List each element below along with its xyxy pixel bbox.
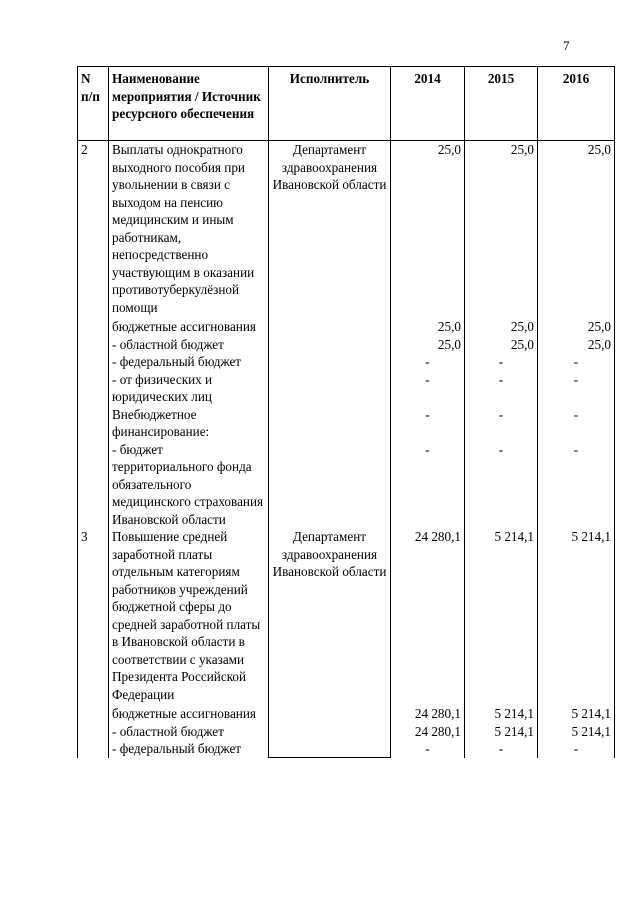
row-executor bbox=[269, 406, 391, 441]
row-number bbox=[78, 316, 109, 336]
table-row bbox=[78, 353, 615, 371]
row-value-2014: 25,0 bbox=[391, 316, 465, 336]
row-value-2015: 25,0 bbox=[465, 316, 538, 336]
row-name: - от физических и юридических лиц bbox=[109, 371, 269, 406]
header-2016: 2016 bbox=[538, 67, 615, 141]
header-2015: 2015 bbox=[465, 67, 538, 141]
row-value-2014: 24 280,1 bbox=[391, 528, 465, 703]
table-row bbox=[78, 703, 615, 723]
row-value-2016: 5 214,1 bbox=[538, 703, 615, 723]
row-number bbox=[78, 336, 109, 354]
row-name: Повышение средней заработной платы отдельным категориям работников учреждений бюджетной сферы до средней заработной платы в Ивановской области в соответствии с указами Президента Российской Федерации bbox=[109, 528, 269, 703]
row-value-2014: - bbox=[391, 740, 465, 758]
row-value-2016: 25,0 bbox=[538, 316, 615, 336]
row-value-2015: 25,0 bbox=[465, 336, 538, 354]
row-value-2015: 5 214,1 bbox=[465, 723, 538, 741]
row-value-2014: 25,0 bbox=[391, 141, 465, 317]
row-value-2016: 5 214,1 bbox=[538, 528, 615, 703]
row-value-2015: 25,0 bbox=[465, 141, 538, 317]
row-name: бюджетные ассигнования bbox=[109, 703, 269, 723]
row-value-2016: 25,0 bbox=[538, 336, 615, 354]
row-name: Выплаты однократного выходного пособия при увольнении в связи с выходом на пенсию медицинским и иным работникам, непосредственно участвующим в оказании противотуберкулёзной помощи bbox=[109, 141, 269, 317]
table-row bbox=[78, 723, 615, 741]
table-row bbox=[78, 316, 615, 336]
row-executor: Департамент здравоохранения Ивановской области bbox=[269, 141, 391, 317]
row-value-2015: - bbox=[465, 371, 538, 406]
row-value-2015: 5 214,1 bbox=[465, 528, 538, 703]
row-value-2016: 5 214,1 bbox=[538, 723, 615, 741]
row-number: 2 bbox=[78, 141, 109, 317]
table-row bbox=[78, 336, 615, 354]
row-executor bbox=[269, 703, 391, 723]
row-executor bbox=[269, 740, 391, 758]
header-no: N п/п bbox=[78, 67, 109, 141]
budget-table bbox=[77, 66, 615, 758]
row-value-2014: - bbox=[391, 441, 465, 529]
row-value-2016: - bbox=[538, 441, 615, 529]
row-number bbox=[78, 723, 109, 741]
row-number bbox=[78, 441, 109, 529]
row-value-2016: 25,0 bbox=[538, 141, 615, 317]
table-row bbox=[78, 528, 615, 703]
row-number bbox=[78, 406, 109, 441]
row-number bbox=[78, 371, 109, 406]
row-executor bbox=[269, 441, 391, 529]
row-executor bbox=[269, 316, 391, 336]
row-value-2015: - bbox=[465, 740, 538, 758]
row-number: 3 bbox=[78, 528, 109, 703]
row-value-2015: - bbox=[465, 406, 538, 441]
row-value-2016: - bbox=[538, 371, 615, 406]
row-executor bbox=[269, 371, 391, 406]
row-name: - областной бюджет bbox=[109, 723, 269, 741]
row-number bbox=[78, 740, 109, 758]
row-value-2014: 24 280,1 bbox=[391, 703, 465, 723]
row-name: - федеральный бюджет bbox=[109, 740, 269, 758]
row-executor bbox=[269, 336, 391, 354]
row-value-2014: - bbox=[391, 406, 465, 441]
row-name: Внебюджетное финансирование: bbox=[109, 406, 269, 441]
row-value-2014: 24 280,1 bbox=[391, 723, 465, 741]
row-value-2014: 25,0 bbox=[391, 336, 465, 354]
page-number: 7 bbox=[563, 38, 570, 53]
row-name: - федеральный бюджет bbox=[109, 353, 269, 371]
table-row bbox=[78, 441, 615, 529]
row-value-2016: - bbox=[538, 740, 615, 758]
table-header-row bbox=[78, 67, 615, 141]
row-name: бюджетные ассигнования bbox=[109, 316, 269, 336]
table-row bbox=[78, 371, 615, 406]
row-name: - бюджет территориального фонда обязательного медицинского страхования Ивановской области bbox=[109, 441, 269, 529]
row-value-2015: - bbox=[465, 353, 538, 371]
row-value-2016: - bbox=[538, 353, 615, 371]
row-value-2016: - bbox=[538, 406, 615, 441]
header-2014: 2014 bbox=[391, 67, 465, 141]
row-value-2015: 5 214,1 bbox=[465, 703, 538, 723]
row-executor: Департамент здравоохранения Ивановской области bbox=[269, 528, 391, 703]
row-number bbox=[78, 353, 109, 371]
row-executor bbox=[269, 723, 391, 741]
table-row bbox=[78, 141, 615, 317]
row-number bbox=[78, 703, 109, 723]
row-name: - областной бюджет bbox=[109, 336, 269, 354]
table-row bbox=[78, 406, 615, 441]
row-value-2014: - bbox=[391, 371, 465, 406]
row-executor bbox=[269, 353, 391, 371]
row-value-2014: - bbox=[391, 353, 465, 371]
header-executor: Исполнитель bbox=[269, 67, 391, 141]
header-name: Наименование мероприятия / Источник ресурсного обеспечения bbox=[109, 67, 269, 141]
row-value-2015: - bbox=[465, 441, 538, 529]
table-row bbox=[78, 740, 615, 758]
